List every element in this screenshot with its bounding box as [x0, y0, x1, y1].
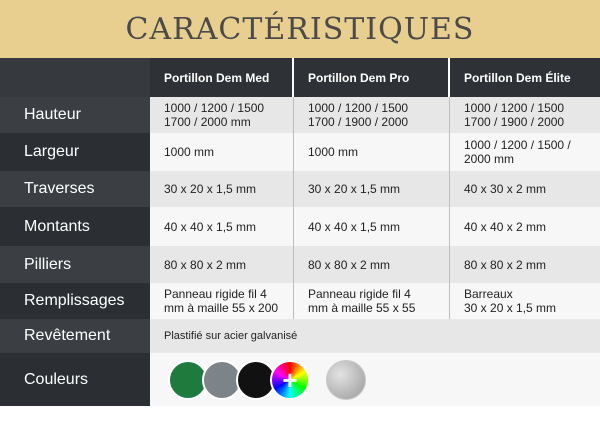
table-cell: 30 x 20 x 1,5 mm: [150, 171, 294, 207]
row-label-revetement: Revêtement: [0, 319, 150, 353]
table-cell: 1000 / 1200 / 1500 1700 / 1900 / 2000: [450, 97, 600, 133]
table-cell: 1000 / 1200 / 1500 1700 / 1900 / 2000: [294, 97, 450, 133]
column-header-elite: Portillon Dem Élite: [450, 58, 600, 97]
table-cell: 1000 / 1200 / 1500 1700 / 2000 mm: [150, 97, 294, 133]
table-cell: 1000 / 1200 / 1500 / 2000 mm: [450, 133, 600, 171]
table-cell: 30 x 20 x 1,5 mm: [294, 171, 450, 207]
table-cell: Panneau rigide fil 4 mm à maille 55 x 200: [150, 283, 294, 319]
table-corner: [0, 58, 150, 97]
table-cell: 40 x 40 x 1,5 mm: [294, 207, 450, 246]
plus-icon: +: [282, 364, 298, 395]
table-cell: 1000 mm: [150, 133, 294, 171]
table-cell: 40 x 40 x 2 mm: [450, 207, 600, 246]
row-label-traverses: Traverses: [0, 171, 150, 207]
row-label-couleurs: Couleurs: [0, 353, 150, 406]
swatch-galvanized: [326, 360, 366, 400]
row-label-largeur: Largeur: [0, 133, 150, 171]
color-swatches: [150, 353, 600, 406]
table-cell: 80 x 80 x 2 mm: [450, 246, 600, 283]
page-title: CARACTÉRISTIQUES: [125, 11, 475, 47]
row-label-hauteur: Hauteur: [0, 97, 150, 133]
table-cell: 80 x 80 x 2 mm: [294, 246, 450, 283]
row-label-remplissages: Remplissages: [0, 283, 150, 319]
swatch-multicolor: [270, 360, 310, 400]
spec-table: [0, 58, 600, 426]
row-label-pilliers: Pilliers: [0, 246, 150, 283]
table-cell-merged: Plastifié sur acier galvanisé: [150, 319, 600, 353]
row-label-montants: Montants: [0, 207, 150, 246]
table-cell: 1000 mm: [294, 133, 450, 171]
column-header-med: Portillon Dem Med: [150, 58, 294, 97]
table-cell: Barreaux 30 x 20 x 1,5 mm: [450, 283, 600, 319]
column-header-pro: Portillon Dem Pro: [294, 58, 450, 97]
table-cell: 80 x 80 x 2 mm: [150, 246, 294, 283]
table-cell: 40 x 40 x 1,5 mm: [150, 207, 294, 246]
title-band: [0, 0, 600, 58]
table-cell: 40 x 30 x 2 mm: [450, 171, 600, 207]
table-cell: Panneau rigide fil 4 mm à maille 55 x 55: [294, 283, 450, 319]
